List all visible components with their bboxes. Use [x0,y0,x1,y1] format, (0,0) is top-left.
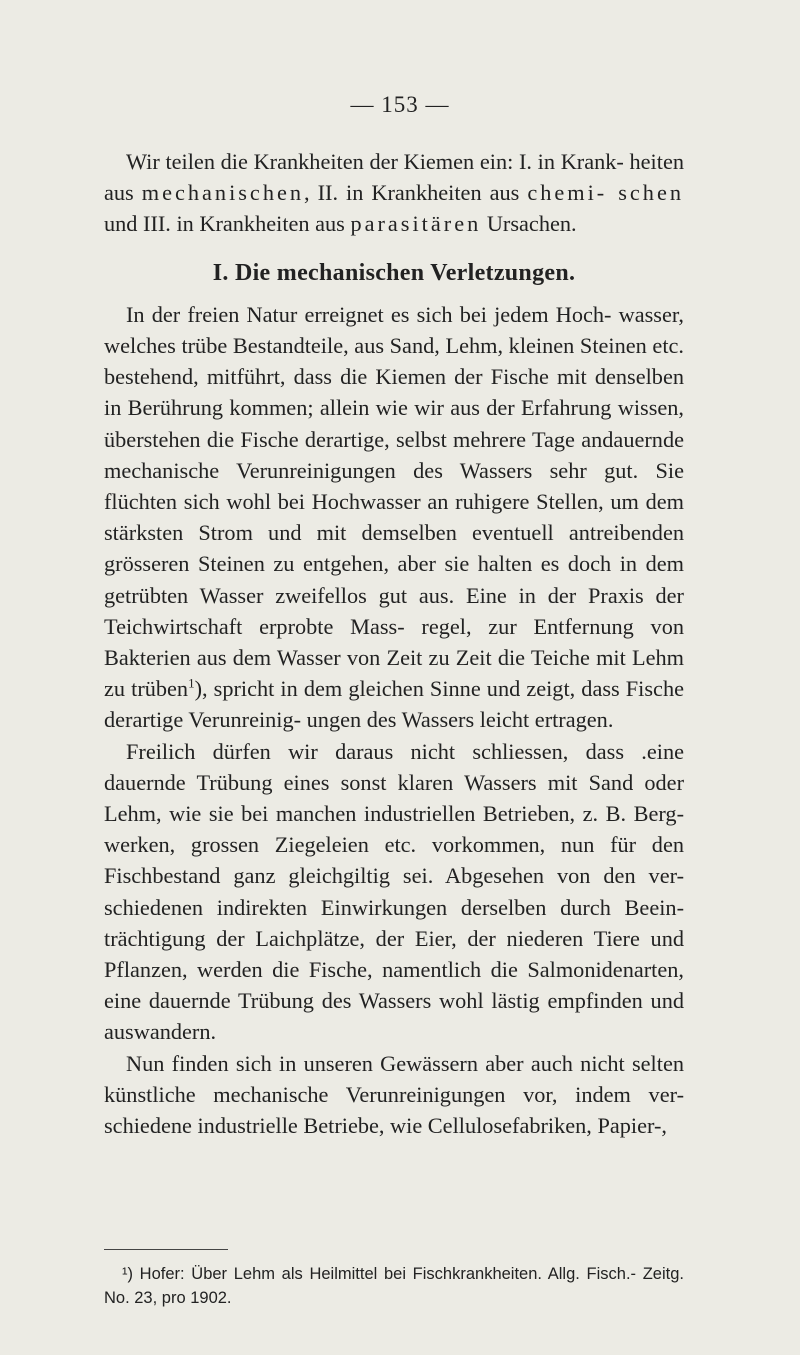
paragraph-2: Freilich dürfen wir daraus nicht schliessen, dass .eine dauernde Trübung eines sonst klaren Wassers mit Sand oder Lehm, wie sie bei manchen industriellen Betrieben, z. B. Berg- werken, grossen Ziegeleien etc. vorkommen, nun für den Fischbestand ganz gleichgiltig sei. Abgesehen von den ver- schiedenen indirekten Einwirkungen derselben durch Beein- trächtigung der Laichplätze, der Eier, der niederen Tiere und Pflanzen, werden die Fische, namentlich die Salmonidenarten, eine dauernde Trübung des Wassers wohl lästig empfinden und auswandern. [104,738,684,1045]
footnote-rule [104,1249,228,1250]
paragraph-1 [104,299,684,736]
spaced-word-mechanischen: mechanischen [141,180,305,206]
paragraph-1-text-b: ), spricht in dem gleichen Sinne und zeigt, dass Fische derartige Verunreinig- ungen des Wassers leicht ertragen. [104,676,684,733]
spaced-word-parasitaeren: parasitären [350,211,482,237]
paragraph-3: Nun finden sich in unseren Gewässern aber auch nicht selten künstliche mechanische Verunreinigungen vor, indem ver- schiedene industrielle Betriebe, wie Cellulosefabriken, Papier-, [104,1050,684,1139]
intro-text-3: und III. in Krankheiten aus [104,211,351,237]
paragraph-1-text-a: In der freien Natur erreignet es sich bei jedem Hoch- wasser, welches trübe Bestandteile, aus Sand, Lehm, kleinen Steinen etc. bestehend, mitführt, dass die Kiemen der Fische mit denselben in Berührung kommen; allein wie wir aus der Erfahrung wissen, überstehen die Fische derartige, selbst mehrere Tage andauernde mechanische Verunreinigungen des Wassers sehr gut. Sie flüchten sich wohl bei Hochwasser an ruhigere Stellen, um dem stärksten Strom und mit demselben eventuell antreibenden grösseren Steinen zu entgehen, aber sie halten es doch in dem getrübten Wasser zweifellos gut aus. Eine in der Praxis der Teichwirtschaft erprobte Mass- regel, zur Entfernung von Bakterien aus dem Wasser von Zeit zu Zeit die Teiche mit Lehm zu trüben [104,301,684,702]
body-text [104,146,684,1141]
spaced-word-chemischen: chemi- schen [527,180,685,206]
footnote-marker: 1 [188,675,195,691]
intro-paragraph [104,146,684,240]
page-number: — 153 — [350,92,450,117]
intro-text-1: Wir teilen die Krankheiten der Kiemen ein: I. in Krank- heiten aus [104,149,684,206]
footnote: ¹) Hofer: Über Lehm als Heilmittel bei Fischkrankheiten. Allg. Fisch.- Zeitg. No. 23, pro 1902. [104,1265,684,1307]
intro-text-4: Ursachen. [481,211,577,237]
section-heading: I. Die mechanischen Verletzungen. [212,259,576,286]
intro-text-2: , II. in Krankheiten aus [304,180,528,206]
